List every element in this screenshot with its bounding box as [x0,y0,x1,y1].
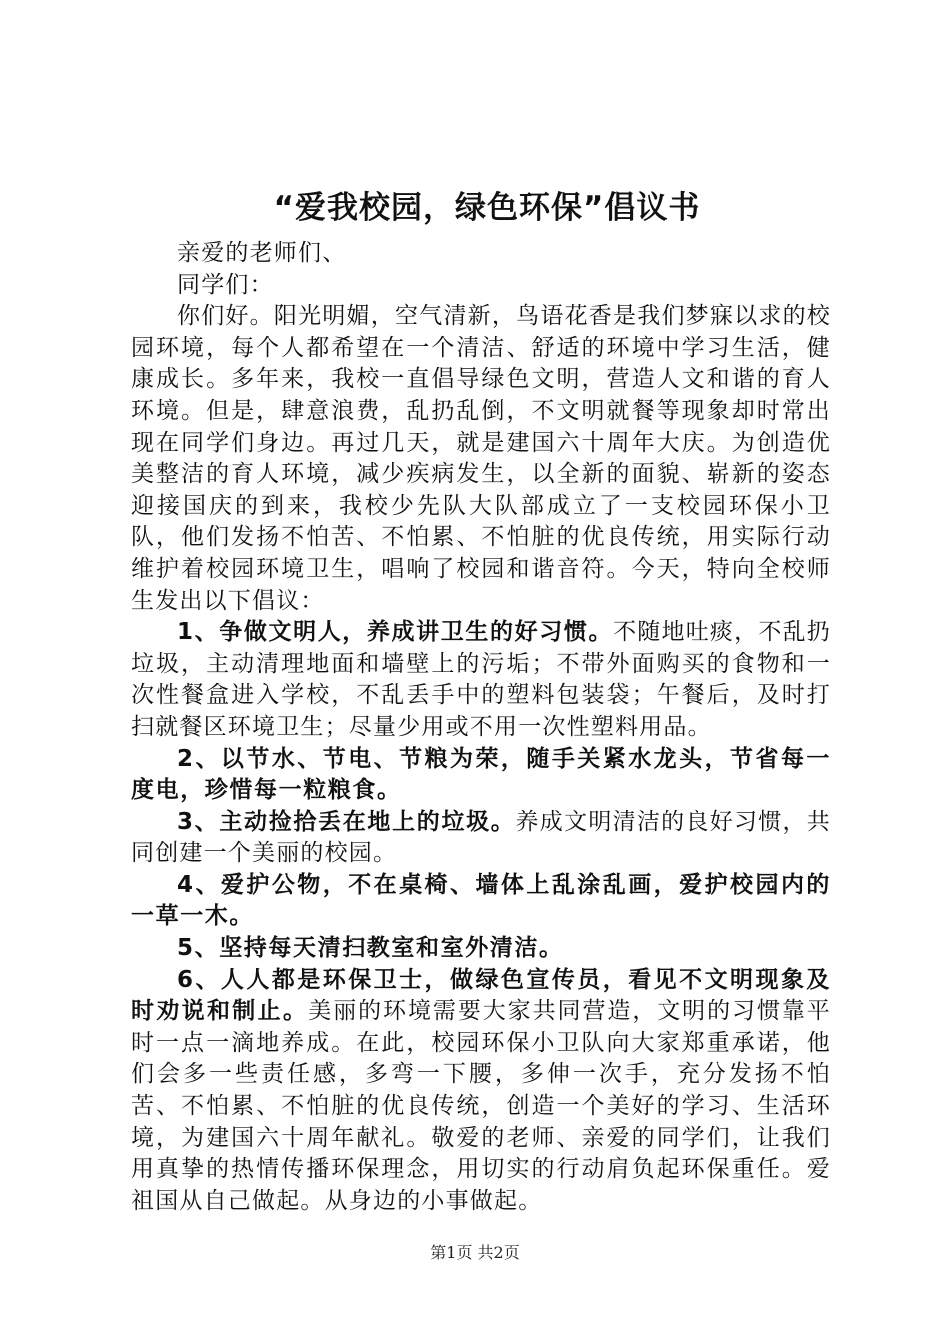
proposal-item-5 [131,933,831,965]
document-title: “爱我校园，绿色环保”倡议书 [273,190,701,226]
proposal-item-4 [131,870,831,933]
proposal-item-6 [131,965,831,1218]
proposal-item-6-heading: 6、人人都是环保卫士，做绿色宣传员，看见不文明现象及时劝说和制止。 [131,966,831,1025]
proposal-item-5-heading: 5、坚持每天清扫教室和室外清洁。 [177,935,564,962]
proposal-item-2-heading: 2、以节水、节电、节粮为荣，随手关紧水龙头，节省每一度电，珍惜每一粒粮食。 [131,745,831,804]
proposal-item-3 [131,807,831,870]
proposal-item-4-heading: 4、爱护公物，不在桌椅、墙体上乱涂乱画，爱护校园内的一草一木。 [131,871,831,930]
proposal-item-3-heading: 3、主动捡拾丢在地上的垃圾。 [177,808,516,835]
document-page [131,186,831,1217]
proposal-item-1-heading: 1、争做文明人，养成讲卫生的好习惯。 [177,619,614,646]
proposal-item-2 [131,744,831,807]
proposal-item-1 [131,617,831,743]
proposal-item-6-text: 美丽的环境需要大家共同营造，文明的习惯靠平时一点一滴地养成。在此，校园环保小卫队向大家郑重承诺，他们会多一些责任感，多弯一下腰，多伸一次手，充分发扬不怕苦、不怕累、不怕脏的优良传统，创造一个美好的学习、生活环境，为建国六十周年献礼。敬爱的老师、亲爱的同学们，让我们用真挚的热情传播环保理念，用切实的行动肩负起环保重任。爱祖国从自己做起。从身边的小事做起。 [131,998,831,1214]
proposal-item-3-text: 养成文明清洁的良好习惯，共同创建一个美丽的校园。 [131,808,832,867]
intro-paragraph: 你们好。阳光明媚，空气清新，鸟语花香是我们梦寐以求的校园环境，每个人都希望在一个清洁、舒适的环境中学习生活，健康成长。多年来，我校一直倡导绿色文明，营造人文和谐的育人环境。但是，肆意浪费，乱扔乱倒，不文明就餐等现象却时常出现在同学们身边。再过几天，就是建国六十周年大庆。为创造优美整洁的育人环境，减少疾病发生，以全新的面貌、崭新的姿态迎接国庆的到来，我校少先队大队部成立了一支校园环保小卫队，他们发扬不怕苦、不怕累、不怕脏的优良传统，用实际行动维护着校园环境卫生，唱响了校园和谐音符。今天，特向全校师生发出以下倡议： [131,303,831,614]
page-footer: 第1页 共2页 [430,1243,520,1262]
salutation-line-2: 同学们： [177,271,274,298]
salutation-line-1: 亲爱的老师们、 [177,240,347,266]
proposal-item-1-text: 不随地吐痰，不乱扔垃圾，主动清理地面和墙壁上的污垢；不带外面购买的食物和一次性餐盒进入学校，不乱丢手中的塑料包装袋；午餐后，及时打扫就餐区环境卫生；尽量少用或不用一次性塑料用品。 [131,619,831,740]
